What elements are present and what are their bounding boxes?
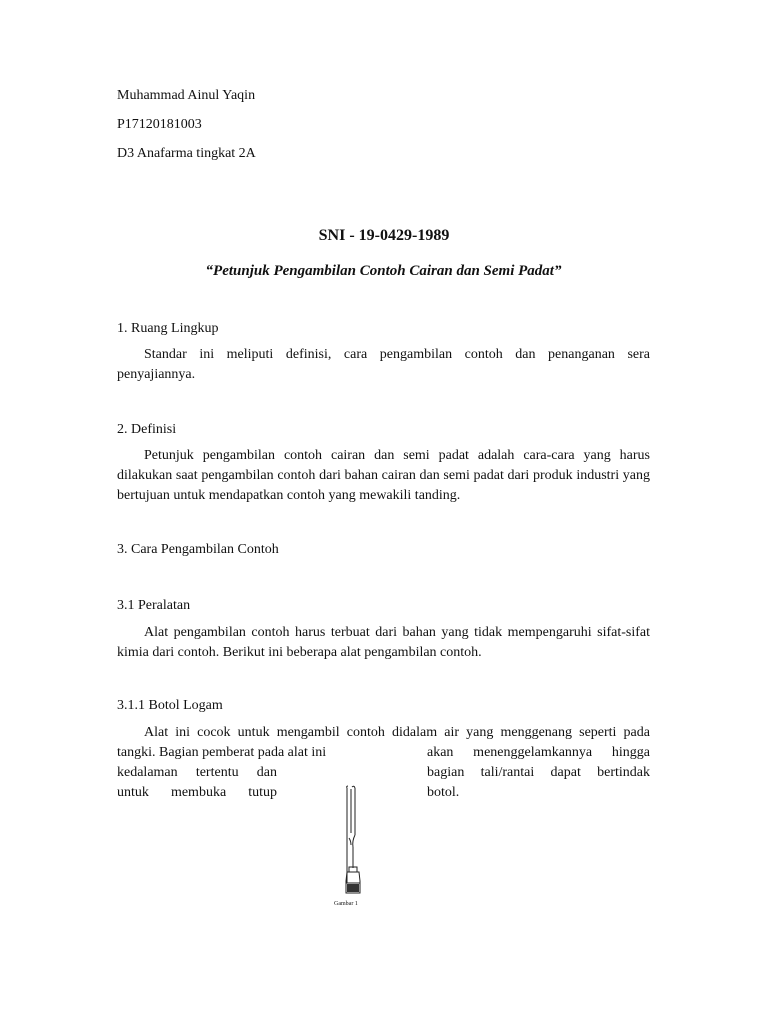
section-3-1-1-heading: 3.1.1 Botol Logam [117,698,223,713]
study-program: D3 Anafarma tingkat 2A [117,146,256,161]
section-3-heading: 3. Cara Pengambilan Contoh [117,542,279,557]
section-3-1-heading: 3.1 Peralatan [117,598,191,613]
student-id: P17120181003 [117,117,202,132]
left-column-line-1: kedalaman tertentu dan [117,765,277,780]
section-1-heading: 1. Ruang Lingkup [117,321,219,336]
right-column-line-1: akan menenggelamkannya hingga [427,745,650,760]
document-title: “Petunjuk Pengambilan Contoh Cairan dan Semi Padat” [205,263,562,279]
metal-bottle-sampler-illustration [320,783,400,923]
section-2-heading: 2. Definisi [117,422,177,437]
section-2-paragraph [117,446,650,506]
section-2-text: Petunjuk pengambilan contoh cairan dan semi padat adalah cara-cara yang harus dilakukan saat pengambilan contoh dari bahan cairan dan semi padat dari produk industri yang bertujuan untuk mendapatkan contoh yang mewakili tanding. [117,448,650,503]
section-1-paragraph [117,345,650,385]
left-column-line-2: untuk membuka tutup [117,785,277,800]
section-3-1-1-text: Alat ini cocok untuk mengambil contoh didalam air yang menggenang seperti pada tangki. Bagian pemberat pada alat ini [117,725,650,760]
right-column-line-2: bagian tali/rantai dapat bertindak [427,765,650,780]
right-column-line-3: botol. [427,785,460,800]
section-3-1-text: Alat pengambilan contoh harus terbuat dari bahan yang tidak mempengaruhi sifat-sifat kimia dari contoh. Berikut ini beberapa alat pengambilan contoh. [117,625,650,660]
section-1-text: Standar ini meliputi definisi, cara pengambilan contoh dan penanganan sera penyajiannya. [117,347,650,382]
figure-caption: Gambar 1 [334,901,358,907]
author-name: Muhammad Ainul Yaqin [117,88,256,103]
section-3-1-paragraph [117,623,650,663]
document-code: SNI - 19-0429-1989 [318,227,450,244]
